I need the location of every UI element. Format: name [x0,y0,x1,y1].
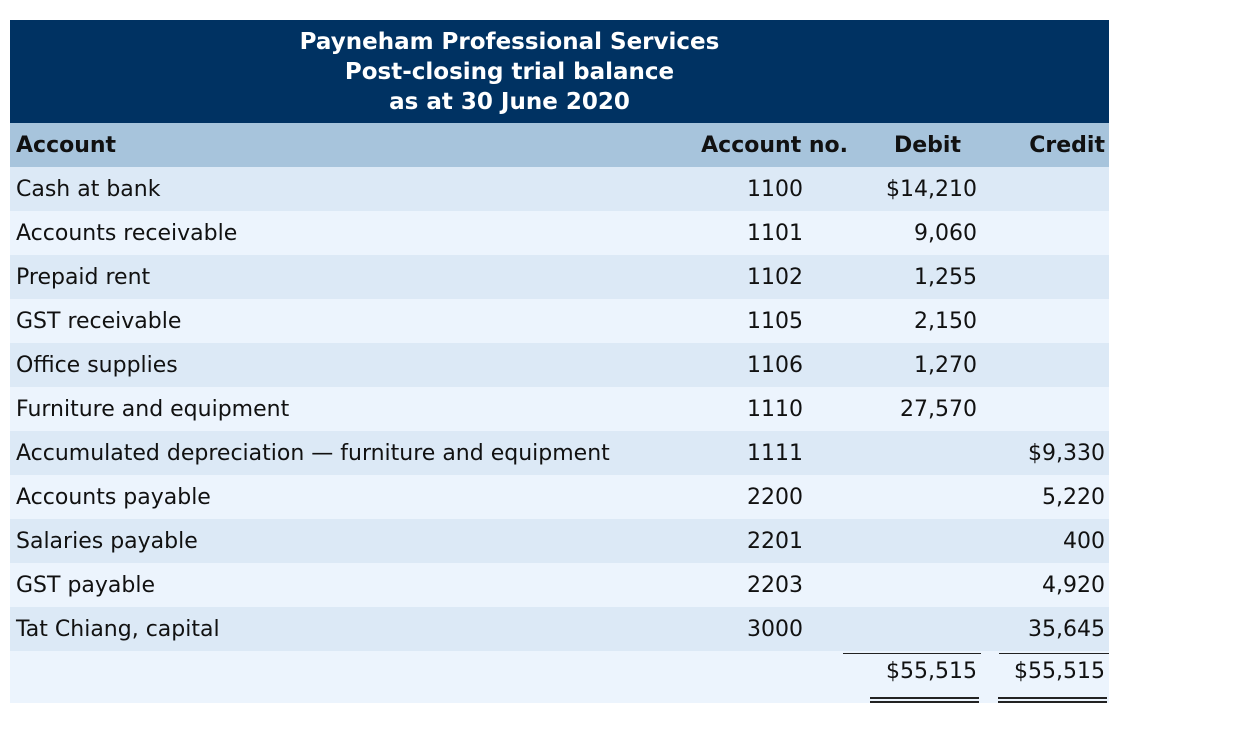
table-row [10,519,1109,563]
totals-row [10,651,1109,703]
table-row [10,607,1109,651]
table-row [10,255,1109,299]
total-credit: $55,515 [981,659,1109,684]
report-title: Post-closing trial balance [344,58,675,85]
trial-balance-sheet [10,20,1109,703]
credit-amount: 35,645 [1028,616,1105,642]
account-name: Salaries payable [16,528,198,554]
table-row [10,299,1109,343]
account-number: 1100 [747,176,803,202]
credit-amount: 5,220 [1042,484,1105,510]
table-row [10,167,1109,211]
account-number: 1106 [747,352,803,378]
debit-amount: 1,270 [914,352,977,378]
table-row [10,563,1109,607]
table-row [10,343,1109,387]
debit-total-double-underline [870,697,979,703]
account-name: Prepaid rent [16,264,151,290]
account-number: 1102 [747,264,803,290]
table-row [10,211,1109,255]
credit-amount: 4,920 [1042,572,1105,598]
account-number: 1101 [747,220,803,246]
account-number: 2201 [747,528,803,554]
column-header-debit: Debit [894,132,961,158]
debit-amount: $14,210 [886,176,977,202]
account-name: GST payable [16,572,156,598]
table-row [10,475,1109,519]
table-row [10,387,1109,431]
column-header-credit: Credit [1029,132,1105,158]
report-date: as at 30 June 2020 [389,88,630,115]
debit-amount: 27,570 [900,396,977,422]
account-number: 1111 [747,440,803,466]
report-header [10,20,1109,123]
account-name: Accounts receivable [16,220,238,246]
account-name: Tat Chiang, capital [16,616,220,642]
account-name: GST receivable [16,308,182,334]
account-name: Office supplies [16,352,178,378]
account-name: Accounts payable [16,484,211,510]
account-number: 3000 [747,616,803,642]
credit-total-double-underline [998,697,1107,703]
column-header-row [10,123,1109,167]
total-debit: $55,515 [803,659,981,684]
account-number: 1105 [747,308,803,334]
column-header-account: Account [16,132,117,158]
account-name: Furniture and equipment [16,396,290,422]
account-number: 2200 [747,484,803,510]
table-row [10,431,1109,475]
company-name: Payneham Professional Services [299,28,720,55]
debit-amount: 9,060 [914,220,977,246]
debit-amount: 2,150 [914,308,977,334]
credit-amount: $9,330 [1028,440,1105,466]
account-number: 2203 [747,572,803,598]
account-name: Cash at bank [16,176,161,202]
debit-amount: 1,255 [914,264,977,290]
account-name: Accumulated depreciation — furniture and equipment [16,440,610,466]
credit-amount: 400 [1063,528,1105,554]
column-header-account-no: Account no. [701,132,848,158]
account-number: 1110 [747,396,803,422]
